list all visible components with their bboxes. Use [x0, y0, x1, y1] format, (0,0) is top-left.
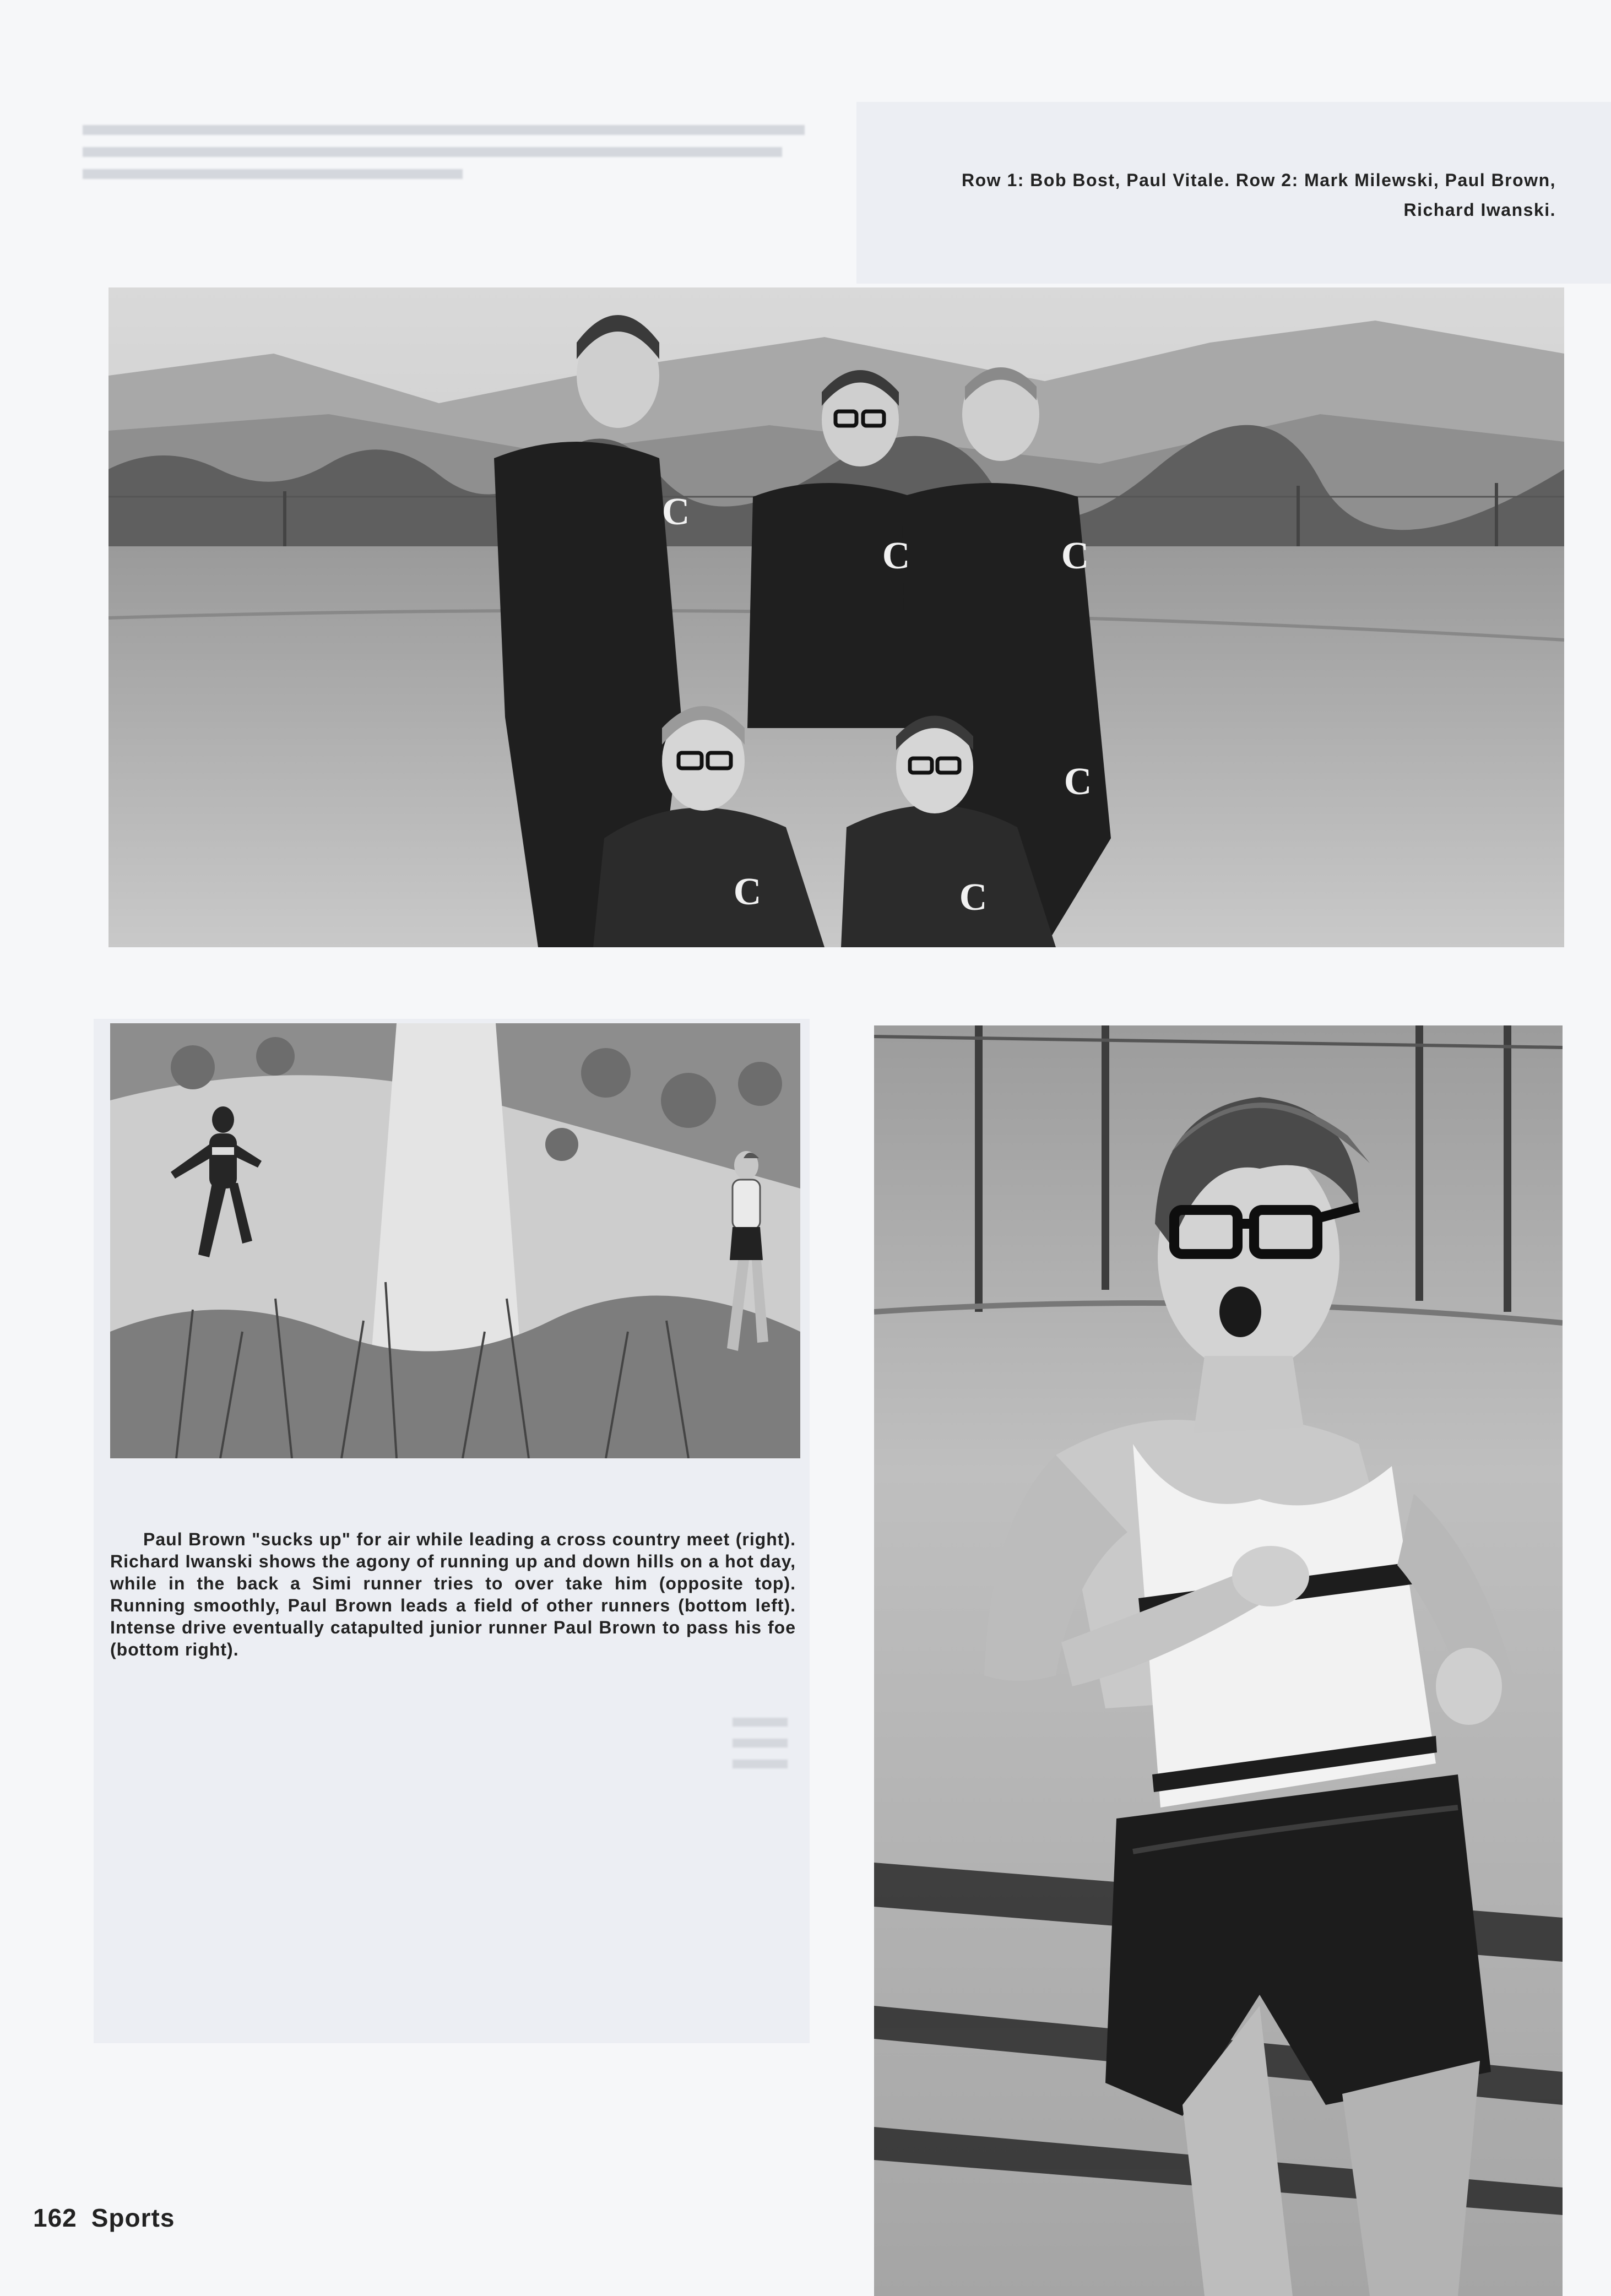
page-number: 162 — [33, 2203, 77, 2232]
runners-caption: Paul Brown "sucks up" for air while leading a cross country meet (right). Richard Iwanski shows the agony of running up and down hills on a hot day, while in the back a Simi runner tries to over take him (opposite top). Running smoothly, Paul Brown leads a field of other runners (bottom left). Intense drive eventually catapulted junior runner Paul Brown to pass his foe (bottom right). — [110, 1529, 796, 1659]
jacket-letter: C — [733, 871, 762, 913]
page-footer — [33, 2203, 175, 2233]
jacket-letter: C — [1061, 535, 1089, 577]
bleed-through-text-lower — [733, 1710, 788, 1787]
team-photo-caption: Row 1: Bob Bost, Paul Vitale. Row 2: Mark Milewski, Paul Brown, Richard Iwanski. — [962, 170, 1556, 220]
section-name: Sports — [91, 2203, 175, 2232]
jacket-letter: C — [959, 876, 988, 919]
hill-runners-photo — [110, 1023, 800, 1458]
runner-closeup-photo — [874, 1025, 1563, 2296]
jacket-letter: C — [882, 535, 910, 577]
jacket-letter: C — [661, 491, 690, 533]
bleed-through-text — [83, 118, 843, 207]
team-photo — [109, 287, 1564, 947]
jacket-letter: C — [1064, 761, 1092, 803]
